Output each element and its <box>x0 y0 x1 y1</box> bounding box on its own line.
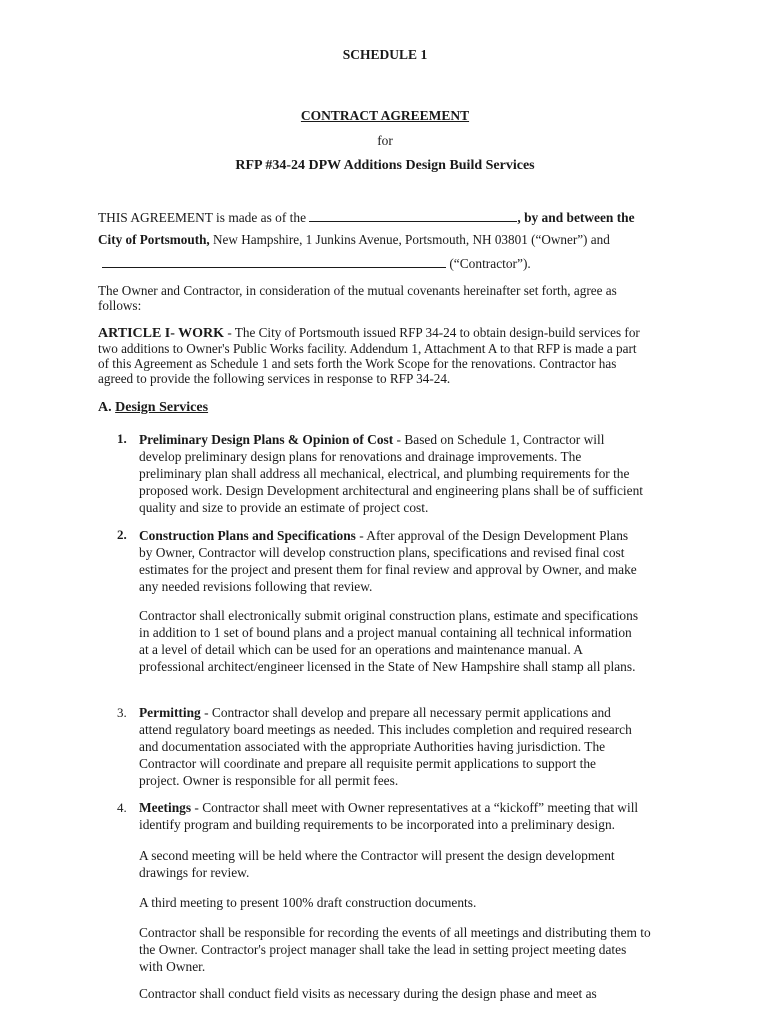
agreement-line-1 <box>98 210 635 226</box>
intro-paragraph: The Owner and Contractor, in consideration of the mutual covenants hereinafter set forth, agree as follows: <box>98 283 617 313</box>
rfp-subtitle: RFP #34-24 DPW Additions Design Build Services <box>235 158 535 173</box>
item-2-paragraph <box>139 527 639 595</box>
item-3-number: 3. <box>117 705 127 720</box>
item-4-text: - Contractor shall meet with Owner representatives at a “kickoff” meeting that will identify program and building requirements to be incorporated into a preliminary design. <box>139 800 639 832</box>
item-4-third-meeting: A third meeting to present 100% draft construction documents. <box>139 895 477 910</box>
item-1-text: - Based on Schedule 1, Contractor will develop preliminary design plans for renovations and drainage improvements. The preliminary plan shall address all mechanical, electrical, and plumbing requirements for the proposed work. Design Development architectural and engineering plans shall be of sufficient quality and size to provide an estimate of project cost. <box>139 432 643 515</box>
item-4-number: 4. <box>117 800 127 815</box>
date-blank <box>309 221 517 222</box>
agreement-intro: THIS AGREEMENT is made as of the <box>98 210 310 225</box>
city-address: New Hampshire, 1 Junkins Avenue, Portsmouth, NH 03801 (“Owner”) and <box>209 232 610 247</box>
item-3-title: Permitting <box>139 705 201 720</box>
for-text: for <box>377 133 393 148</box>
item-3-paragraph <box>139 704 639 789</box>
article-label: ARTICLE I- WORK <box>98 326 225 341</box>
contractor-label: (“Contractor”). <box>446 256 531 271</box>
item-1-paragraph <box>139 431 644 516</box>
agreement-line-3 <box>102 256 531 272</box>
article-text: - The City of Portsmouth issued RFP 34-24 to obtain design-build services for two additions to Owner's Public Works facility. Addendum 1, Attachment A to that RFP is made a part of this Agreement as Schedule 1 and sets forth the Work Scope for the renovations. Contractor has agreed to provide the following services in response to RFP 34-24. <box>98 325 640 386</box>
item-4-field-visits: Contractor shall conduct field visits as necessary during the design phase and meet as <box>139 986 597 1001</box>
contract-title <box>0 108 770 124</box>
item-1-title: Preliminary Design Plans & Opinion of Cost <box>139 432 394 447</box>
article-paragraph <box>98 325 650 386</box>
item-2-number: 2. <box>117 527 127 542</box>
section-a-letter: A. <box>98 400 112 415</box>
schedule-heading: SCHEDULE 1 <box>342 47 428 62</box>
item-2-title: Construction Plans and Specifications <box>139 528 356 543</box>
item-4-paragraph <box>139 799 659 833</box>
agreement-line1-end: , by and between the <box>517 210 635 225</box>
item-2-text: - After approval of the Design Development Plans by Owner, Contractor will develop construction plans, specifications and revised final cost estimates for the project and present them for final review and approval by Owner, and make any needed revisions following that review. <box>139 528 637 594</box>
item-4-recording: Contractor shall be responsible for recording the events of all meetings and distributing them to the Owner. Contractor's project manager shall take the lead in setting project meeting dates with Owner. <box>139 925 651 974</box>
contractor-blank <box>102 267 446 268</box>
section-a-heading <box>98 400 208 416</box>
item-4-second-meeting: A second meeting will be held where the Contractor will present the design development drawings for review. <box>139 848 615 880</box>
agreement-line-2 <box>98 232 610 248</box>
item-4-title: Meetings <box>139 800 192 815</box>
city-name: City of Portsmouth, <box>98 232 210 247</box>
item-3-text: - Contractor shall develop and prepare all necessary permit applications and attend regulatory board meetings as needed. This includes completion and required research and documentation associated with the appropriate Authorities having jurisdiction. The Contractor will coordinate and prepare all requisite permit applications to support the project. Owner is responsible for all permit fees. <box>139 705 632 788</box>
item-1-number: 1. <box>117 431 127 446</box>
contract-title-text: CONTRACT AGREEMENT <box>300 108 470 123</box>
section-a-title: Design Services <box>115 400 209 415</box>
item-2-extra-paragraph: Contractor shall electronically submit original construction plans, estimate and specifications in addition to 1 set of bound plans and a project manual containing all technical information at a level of detail which can be used for an operations and maintenance manual. A professional architect/engineer licensed in the State of New Hampshire shall stamp all plans. <box>139 608 639 674</box>
